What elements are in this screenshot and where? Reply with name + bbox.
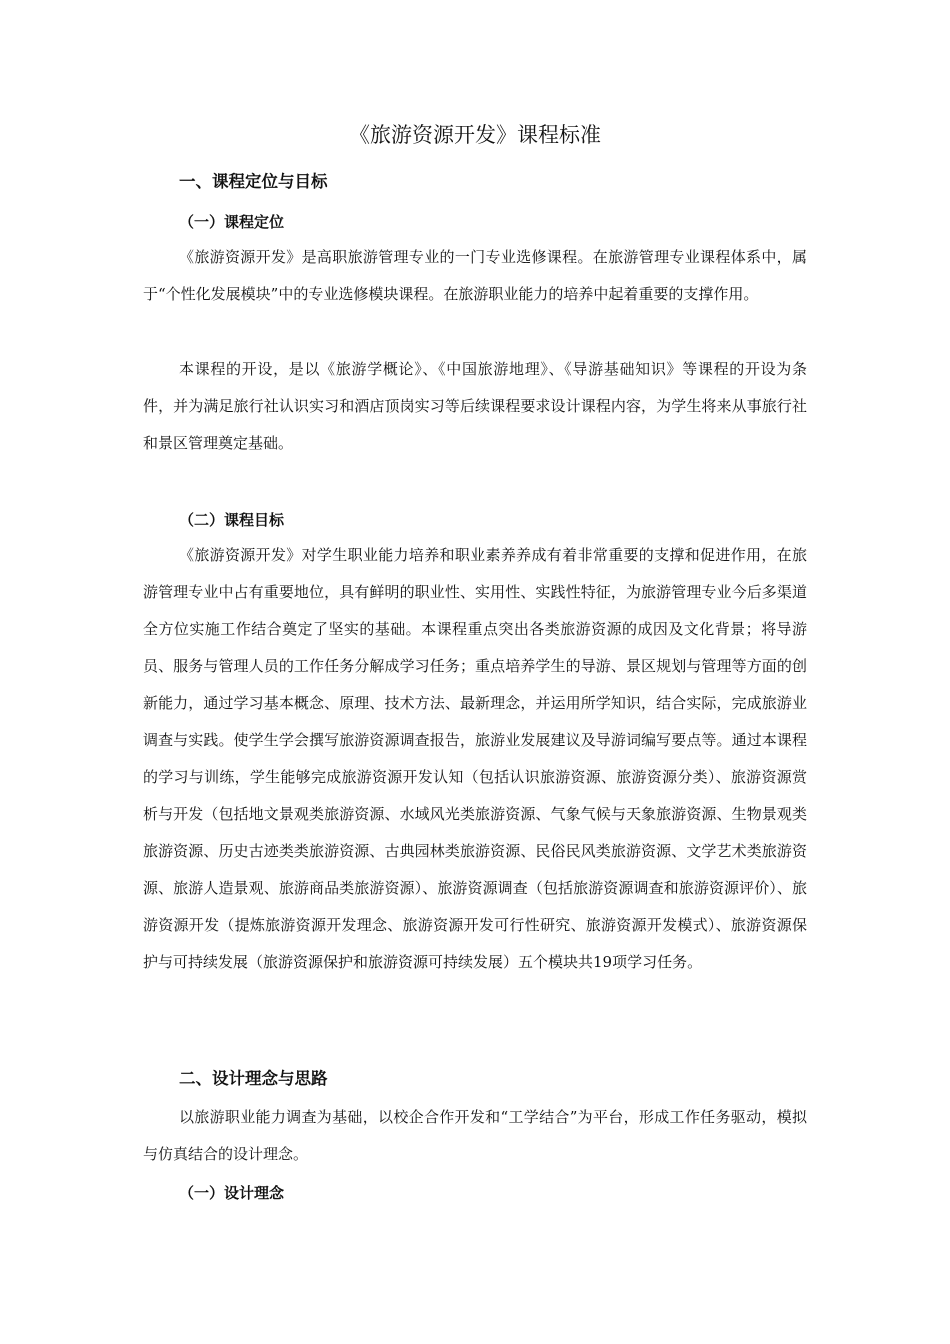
section-heading-design-concept: 二、设计理念与思路	[179, 1069, 328, 1088]
paragraph-course-positioning: 《旅游资源开发》是高职旅游管理专业的一门专业选修课程。在旅游管理专业课程体系中，属于“个性化发展模块”中的专业选修模块课程。在旅游职业能力的培养中起着重要的支撑作用。	[143, 248, 807, 303]
document-title: 《旅游资源开发》课程标准	[349, 123, 601, 147]
paragraph-course-prerequisites: 本课程的开设，是以《旅游学概论》、《中国旅游地理》、《导游基础知识》等课程的开设为条件，并为满足旅行社认识实习和酒店顶岗实习等后续课程要求设计课程内容，为学生将来从事旅行社和景区管理奠定基础。	[143, 360, 807, 452]
subsection-heading-design-idea: （一）设计理念	[179, 1184, 285, 1202]
document-page	[143, 0, 807, 1344]
subsection-heading-course-positioning: （一）课程定位	[179, 213, 285, 231]
section-heading-course-positioning-goals: 一、课程定位与目标	[179, 172, 328, 191]
subsection-heading-course-goals: （二）课程目标	[179, 511, 285, 529]
paragraph-course-goals: 《旅游资源开发》对学生职业能力培养和职业素养养成有着非常重要的支撑和促进作用，在旅游管理专业中占有重要地位，具有鲜明的职业性、实用性、实践性特征，为旅游管理专业今后多渠道全方位实施工作结合奠定了坚实的基础。本课程重点突出各类旅游资源的成因及文化背景；将导游员、服务与管理人员的工作任务分解成学习任务；重点培养学生的导游、景区规划与管理等方面的创新能力，通过学习基本概念、原理、技术方法、最新理念，并运用所学知识，结合实际，完成旅游业调查与实践。使学生学会撰写旅游资源调查报告，旅游业发展建议及导游词编写要点等。通过本课程的学习与训练，学生能够完成旅游资源开发认知（包括认识旅游资源、旅游资源分类）、旅游资源赏析与开发（包括地文景观类旅游资源、水域风光类旅游资源、气象气候与天象旅游资源、生物景观类旅游资源、历史古迹类类旅游资源、古典园林类旅游资源、民俗民风类旅游资源、文学艺术类旅游资源、旅游人造景观、旅游商品类旅游资源）、旅游资源调查（包括旅游资源调查和旅游资源评价）、旅游资源开发（提炼旅游资源开发理念、旅游资源开发可行性研究、旅游资源开发模式）、旅游资源保护与可持续发展（旅游资源保护和旅游资源可持续发展）五个模块共19项学习任务。	[143, 546, 807, 971]
paragraph-design-concept: 以旅游职业能力调查为基础，以校企合作开发和“工学结合”为平台，形成工作任务驱动，模拟与仿真结合的设计理念。	[143, 1108, 807, 1163]
